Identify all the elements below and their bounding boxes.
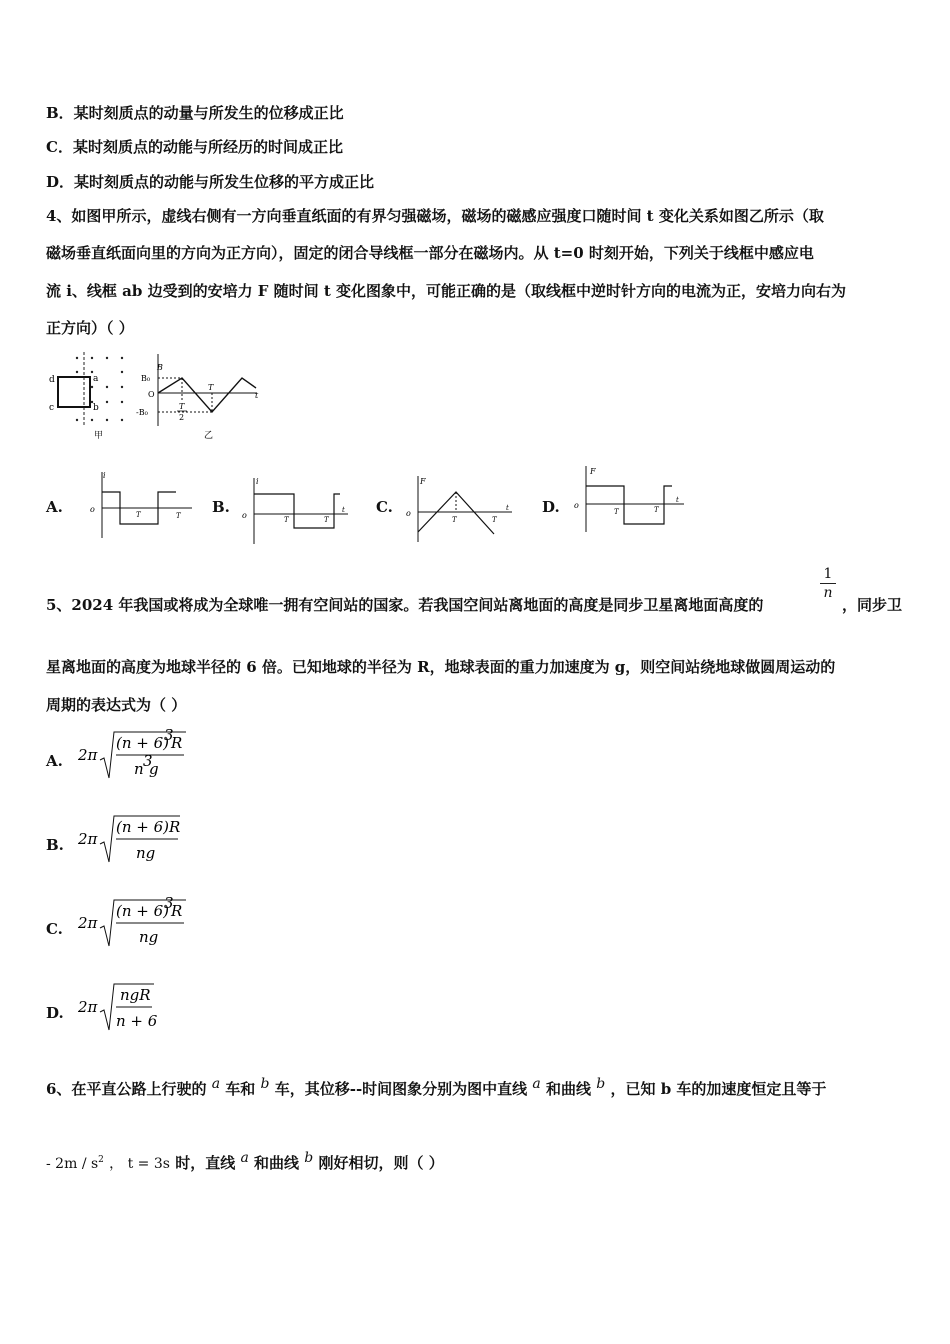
q6-part5: ，已知 b 车的加速度恒定且等于 bbox=[610, 1080, 827, 1098]
var-a: a bbox=[211, 1076, 221, 1092]
var-a-3: a bbox=[240, 1150, 249, 1166]
numerator-exponent: 3 bbox=[164, 726, 174, 744]
numerator: (n + 6) bbox=[116, 902, 170, 920]
q4-option-d-graph[interactable] bbox=[572, 462, 688, 534]
q4-line-3: 流 i、线框 ab 边受到的安培力 F 随时间 t 变化图象中，可能正确的是（取线框中逆时针方向的电流为正，安培力向右为 bbox=[46, 282, 847, 300]
coefficient: 2π bbox=[78, 746, 98, 764]
q4-option-d-label: D. bbox=[542, 498, 560, 516]
q6-part8: 刚好相切，则（ ） bbox=[318, 1154, 444, 1172]
q5-option-a-label: A. bbox=[46, 752, 63, 770]
q6-part7: 和曲线 bbox=[254, 1154, 300, 1172]
denominator: n + 6 bbox=[116, 1012, 158, 1030]
q4-line-2: 磁场垂直纸面向里的方向为正方向），固定的闭合导线框一部分在磁场内。从 t=0 时刻开始，下列关于线框中感应电 bbox=[46, 244, 814, 262]
q5-option-b-formula[interactable] bbox=[76, 810, 196, 868]
label-a: a bbox=[93, 374, 99, 384]
numerator: (n + 6)R bbox=[116, 818, 181, 836]
tick-T-half: T bbox=[452, 516, 457, 524]
origin-o: o bbox=[242, 511, 247, 520]
var-b-2: b bbox=[596, 1076, 606, 1092]
q6-accel: - 2m / s bbox=[46, 1156, 99, 1172]
q5-option-a-formula[interactable] bbox=[76, 726, 196, 784]
var-b-3: b bbox=[304, 1150, 314, 1166]
q5-fraction-den: n bbox=[823, 585, 833, 601]
tick-T: T bbox=[492, 516, 497, 524]
axis-label-t: t bbox=[676, 496, 679, 504]
label-b: b bbox=[93, 403, 99, 413]
denominator: n bbox=[134, 760, 144, 778]
denominator-exponent: 3 bbox=[143, 752, 153, 770]
axis-label-F: F bbox=[420, 477, 426, 486]
q4-line-1: 4、如图甲所示，虚线右侧有一方向垂直纸面的有界匀强磁场，磁场的磁感应强度口随时间 t 变化关系如图乙所示（取 bbox=[46, 207, 824, 225]
option-b-prev: B．某时刻质点的动量与所发生的位移成正比 bbox=[46, 104, 344, 122]
q5-option-b-label: B. bbox=[46, 836, 64, 854]
tick-T-half-num: T bbox=[179, 402, 185, 411]
q5-fraction bbox=[820, 566, 836, 601]
label-d: d bbox=[49, 375, 55, 385]
q5-line-1-end: ，同步卫 bbox=[842, 596, 903, 614]
origin-o: o bbox=[90, 505, 95, 514]
q6-accel-exp: 2 bbox=[98, 1155, 104, 1165]
axis-label-t: t bbox=[255, 391, 259, 400]
q6-part1: 6、在平直公路上行驶的 bbox=[46, 1080, 207, 1098]
tick-T-half-den: 2 bbox=[179, 413, 185, 422]
tick-T: T bbox=[176, 512, 181, 520]
q4-option-a-label: A. bbox=[46, 498, 63, 516]
q4-option-b-graph[interactable] bbox=[240, 474, 352, 546]
q5-option-c-label: C. bbox=[46, 920, 63, 938]
q4-option-c-graph[interactable] bbox=[404, 472, 516, 544]
q6-line-2 bbox=[46, 1150, 444, 1173]
q4-option-a-graph[interactable] bbox=[88, 468, 198, 540]
axis-label-i: i bbox=[256, 477, 259, 486]
b-t-curve bbox=[158, 378, 256, 412]
origin-o: o bbox=[574, 501, 579, 510]
q4-line-4: 正方向）（ ） bbox=[46, 319, 134, 337]
q4-option-b-label: B. bbox=[212, 498, 230, 516]
numerator: ngR bbox=[120, 986, 151, 1004]
q5-line-3: 周期的表达式为（ ） bbox=[46, 696, 187, 714]
label-c: c bbox=[49, 403, 55, 413]
tick-B0: B₀ bbox=[141, 374, 151, 383]
q5-line-2: 星离地面的高度为地球半径的 6 倍。已知地球的半径为 R，地球表面的重力加速度为 g，则空间站绕地球做圆周运动的 bbox=[46, 658, 836, 676]
coefficient: 2π bbox=[78, 998, 98, 1016]
denominator: ng bbox=[139, 928, 159, 946]
q6-part6: 时，直线 bbox=[175, 1154, 236, 1172]
tick-T: T bbox=[654, 506, 659, 514]
label-jia: 甲 bbox=[94, 431, 104, 441]
q4-option-c-label: C. bbox=[376, 498, 393, 516]
tick-T-half: T bbox=[614, 508, 619, 516]
q6-part2: 车和 bbox=[225, 1080, 256, 1098]
label-yi: 乙 bbox=[204, 431, 214, 441]
origin-O: O bbox=[148, 390, 155, 399]
numerator: (n + 6) bbox=[116, 734, 170, 752]
q6-line-1 bbox=[46, 1076, 826, 1099]
axis-label-t: t bbox=[342, 506, 345, 514]
q5-option-d-label: D. bbox=[46, 1004, 64, 1022]
origin-o: o bbox=[406, 509, 411, 518]
q5-option-c-formula[interactable] bbox=[76, 894, 196, 952]
numerator-tail: R bbox=[171, 734, 183, 752]
q6-part3: 车，其位移--时间图象分别为图中直线 bbox=[274, 1080, 528, 1098]
axis-label-B: B bbox=[157, 363, 163, 372]
wire-frame bbox=[58, 377, 90, 407]
var-a-2: a bbox=[532, 1076, 541, 1092]
option-c-prev: C．某时刻质点的动能与所经历的时间成正比 bbox=[46, 138, 343, 156]
tick-T: T bbox=[208, 383, 214, 392]
q4-figure bbox=[44, 350, 264, 442]
q5-fraction-num: 1 bbox=[823, 566, 833, 582]
var-b: b bbox=[260, 1076, 270, 1092]
tick-T: T bbox=[324, 516, 329, 524]
tick-T-half: T bbox=[284, 516, 289, 524]
axis-label-i: i bbox=[103, 471, 106, 480]
numerator-tail: R bbox=[171, 902, 183, 920]
magnetic-field-dots bbox=[76, 357, 123, 421]
coefficient: 2π bbox=[78, 914, 98, 932]
denominator: ng bbox=[136, 844, 156, 862]
axis-label-t: t bbox=[506, 504, 509, 512]
numerator-exponent: 3 bbox=[164, 894, 174, 912]
q5-line-1: 5、2024 年我国或将成为全球唯一拥有空间站的国家。若我国空间站离地面的高度是同步卫星离地面高度的 bbox=[46, 596, 764, 614]
option-d-prev: D．某时刻质点的动能与所发生位移的平方成正比 bbox=[46, 173, 375, 191]
q6-time: ， t = 3s bbox=[109, 1156, 170, 1172]
tick-T-half: T bbox=[136, 511, 141, 519]
axis-label-F: F bbox=[590, 467, 596, 476]
q5-option-d-formula[interactable] bbox=[76, 978, 196, 1036]
coefficient: 2π bbox=[78, 830, 98, 848]
q6-part4: 和曲线 bbox=[546, 1080, 592, 1098]
tick-negB0: -B₀ bbox=[136, 408, 148, 417]
denominator-tail: g bbox=[149, 760, 159, 778]
